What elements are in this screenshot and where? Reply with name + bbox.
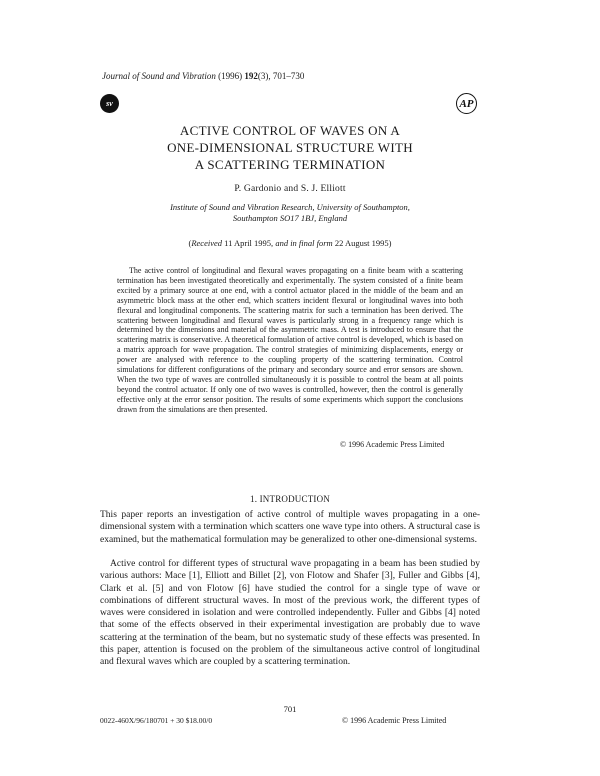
affiliation-line-2: Southampton SO17 1BJ, England [232, 213, 348, 223]
received-word: Received [191, 238, 223, 248]
abstract: The active control of longitudinal and flexural waves propagating on a finite beam with a scattering termination has been investigated theoretically and experimentally. The system consisted of a finite beam excited by a primary source at one end, with a control actuator placed in the middle of the beam and an asymmetric block mass at the other end, which scatters incident flexural or longitudinal waves into both flexural and longitudinal components. The scattering matrix for such a termination has been derived. The scattering between longitudinal and flexural waves is particularly strong in a frequency range which is determined by the dimensions and material of the asymmetric mass. A test is introduced to ensure that the scattering matrix is conservative. A theoretical formulation of active control is developed, which is based on a matrix approach for wave propagation. The control strategies of minimizing displacements, energy or power are analysed with reference to the coupling property of the scattering termination. Control simulations for different configurations of the primary and secondary source and error sensors are shown. When the two type of waves are controlled simultaneously it is possible to control the beam at all points beyond the control actuator. If only one of two waves is controlled, however, then the control is generally effective only at the error sensor position. The results of some experiments which support the conclusions drawn from the simulations are then presented. [117, 266, 463, 414]
intro-paragraph-1: This paper reports an investigation of active control of multiple waves propagating in a one-dimensional system with a termination which scatters one wave type into others. A structural case is examined, but the mathematical formulation may be generalized to other one-dimensional systems. [100, 510, 480, 545]
journal-year: (1996) [218, 71, 243, 81]
logo-sv-text: sv [106, 99, 113, 108]
received-and: and in final form [275, 238, 333, 248]
received-date: 11 April 1995, [224, 238, 274, 248]
journal-name: Journal of Sound and Vibration [102, 71, 216, 81]
publisher-logo-sv [100, 94, 119, 113]
received-prefix: ( [188, 238, 192, 248]
received-final-date: 22 August 1995) [334, 238, 392, 248]
authors: P. Gardonio and S. J. Elliott [234, 184, 346, 194]
intro-paragraph-2: Active control for different types of structural wave propagating in a beam has been studied by various authors: Mace [1], Elliott and Billet [2], von Flotow and Shafer [3], Fuller and Gibbs [4], Clark et al. [5] and von Flotow [6] have studied the control for a single type of wave or combinations of different structural waves. In most of the previous work, the different types of waves were considered in isolation and were controlled independently. Fuller and Gibbs [4] noted that some of the effects observed in their experimental investigation are probably due to wave scattering at the termination of the beam, but no systematic study of these effects was presented. In this paper, attention is focused on the problem of the simultaneous active control of longitudinal and flexural waves which are coupled by a scattering termination. [100, 559, 480, 668]
publisher-logo-ap [456, 93, 477, 114]
article-title [100, 122, 480, 173]
received-dates [100, 238, 480, 248]
footer-code: 0022-460X/96/180701 + 30 $18.00/0 [100, 716, 213, 725]
title-line-2: ONE-DIMENSIONAL STRUCTURE WITH [167, 140, 413, 155]
logo-ap-text: AP [459, 98, 474, 110]
page-number: 701 [283, 704, 297, 714]
journal-issue-pages: (3), 701–730 [257, 71, 305, 81]
title-line-1: ACTIVE CONTROL OF WAVES ON A [179, 123, 401, 138]
section-heading: 1. INTRODUCTION [250, 494, 330, 504]
abstract-copyright: © 1996 Academic Press Limited [340, 440, 445, 449]
title-line-3: A SCATTERING TERMINATION [194, 157, 386, 172]
journal-volume: 192 [244, 71, 258, 81]
affiliation [100, 202, 480, 224]
journal-citation [102, 71, 304, 81]
affiliation-line-1: Institute of Sound and Vibration Research, University of Southampton, [170, 202, 410, 212]
footer-copyright: © 1996 Academic Press Limited [342, 716, 447, 725]
